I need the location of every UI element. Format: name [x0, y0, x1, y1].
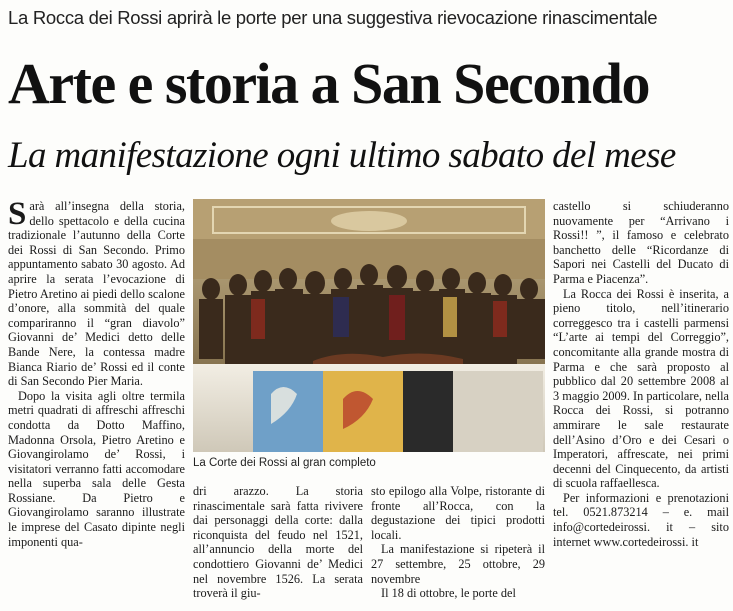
- paragraph-text: arà all’insegna della storia, dello spettacolo e della cucina tradizionale l’autunno della Corte dei Rossi di San Secondo. Primo appuntamento sabato 30 agosto. Ad aprire la serata l’evocazione di Pietro Aretino ai piedi dello scalone d’onore, alla sommità del quale compariranno il “gran diavolo” Giovanni de’ Medici detto delle Bande Nere, la contessa madre Bianca Riario de’ Rossi ed il conte di San Secondo Pier Maria.: [8, 199, 185, 389]
- paragraph: Dopo la visita agli oltre termila metri quadrati di affreschi affreschi condotta da Dotto Maffino, Madonna Orsola, Pietro Aretino e Giovangirolamo de’ Rossi, i visitatori verranno fatti accomodare nella superba sala delle Gesta Rossiane. Da Pietro e Giovangirolamo saranno illustrate le imprese del Casato dipinte negli imponenti qua-: [8, 388, 185, 549]
- paragraph: Per informazioni e prenotazioni tel. 0521.873214 – e. mail info@cortedeirossi. it – sito internet www.cortedeirossi. it: [553, 490, 729, 549]
- article-column-3: [371, 484, 545, 607]
- paragraph: dri arazzo. La storia rinascimentale sarà fatta rivivere dai personaggi della corte: dalla riconquista del feudo nel 1521, all’annuncio della morte del condottiero Giovanni de’ Medici nel novembre 1526. La serata troverà il giu-: [193, 484, 363, 601]
- paragraph: Il 18 di ottobre, le porte del: [381, 586, 516, 601]
- paragraph: [8, 199, 185, 389]
- article-column-1: [8, 199, 185, 607]
- photo-illustration: [193, 199, 545, 452]
- paragraph: sto epilogo alla Volpe, ristorante di fronte all’Rocca, con la degustazione dei tipici prodotti locali.: [371, 484, 545, 542]
- article-photo: [193, 199, 545, 452]
- kicker: La Rocca dei Rossi aprirà le porte per una suggestiva rievocazione rinascimentale: [8, 7, 658, 28]
- paragraph: La Rocca dei Rossi è inserita, a pieno titolo, nell’itinerario correggesco tra i castelli parmensi “L’arte ai tempi del Correggio”, concomitante alla grande mostra di Parma e che sarà proposto al pubblico dal 20 settembre 2008 al 3 maggio 2009. In particolare, nella Rocca dei Rossi, si potranno ammirare le sale restaurate dell’Asino d’Oro e dei Cesari o Imperatori, affrescate, nei primi decenni del Cinquecento, da artisti di scuola raffaellesca.: [553, 286, 729, 491]
- headline: Arte e storia a San Secondo: [8, 51, 649, 116]
- drop-cap: S: [8, 199, 27, 232]
- paragraph: La manifestazione si ripeterà il 27 settembre, 25 ottobre, 29 novembre: [371, 542, 545, 586]
- article-column-4: [553, 199, 729, 607]
- subheadline: La manifestazione ogni ultimo sabato del mese: [8, 135, 676, 176]
- photo-caption: La Corte dei Rossi al gran completo: [193, 457, 376, 469]
- article-column-2: [193, 484, 363, 607]
- paragraph: castello si schiuderanno nuovamente per “Arrivano i Rossi!! ”, il famoso e celebrato banchetto delle “Ricordanze di Sapori nei Castelli del Ducato di Parma e Piacenza”.: [553, 199, 729, 286]
